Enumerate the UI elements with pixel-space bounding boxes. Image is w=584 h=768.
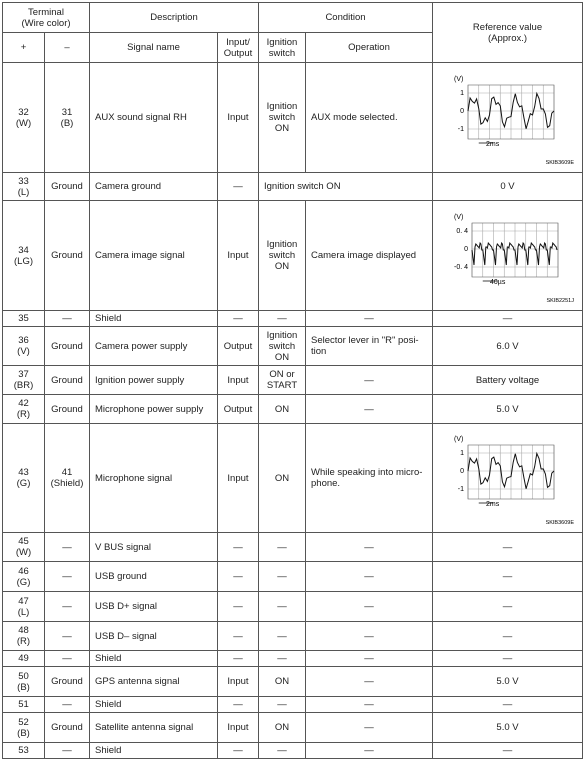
cell-reference: 5.0 V	[433, 395, 583, 424]
cell-minus: Ground	[45, 667, 90, 697]
cell-minus: Ground	[45, 327, 90, 366]
wave-code: SKIB3609E	[545, 520, 574, 526]
wave-code: SKIB3609E	[545, 159, 574, 166]
mic-waveform	[438, 427, 578, 529]
cell-signal: USB ground	[90, 562, 218, 592]
cell-io: —	[218, 743, 259, 759]
wave-tick-high: 1	[459, 89, 464, 97]
cell-io: —	[218, 533, 259, 562]
wave-tick-high: 1	[459, 450, 464, 457]
cell-reference: —	[433, 697, 583, 713]
cell-operation: —	[306, 713, 433, 743]
cell-plus: 46 (G)	[3, 562, 45, 592]
cell-io: —	[218, 562, 259, 592]
cell-io: —	[218, 697, 259, 713]
table-row	[3, 651, 583, 667]
cell-io: —	[218, 622, 259, 651]
table-row	[3, 424, 583, 533]
cell-operation: —	[306, 533, 433, 562]
cell-ignition: —	[259, 743, 306, 759]
cell-signal: USB D+ signal	[90, 592, 218, 622]
table-row	[3, 592, 583, 622]
table-row	[3, 395, 583, 424]
wave-tick-zero: 0	[459, 468, 464, 475]
cell-plus: 33 (L)	[3, 173, 45, 201]
wave-grid	[468, 445, 554, 499]
cell-minus: —	[45, 622, 90, 651]
cell-operation: —	[306, 562, 433, 592]
cell-ignition: ON	[259, 667, 306, 697]
cell-minus: Ground	[45, 173, 90, 201]
wave-tick-zero: 0	[459, 107, 464, 115]
cell-operation: —	[306, 697, 433, 713]
cell-reference: 6.0 V	[433, 327, 583, 366]
table-row	[3, 311, 583, 327]
aux-waveform	[438, 67, 578, 169]
cell-signal: Camera image signal	[90, 201, 218, 311]
cell-reference: 0 V	[433, 173, 583, 201]
table-row	[3, 562, 583, 592]
cell-ignition: ON	[259, 395, 306, 424]
cell-signal: Microphone signal	[90, 424, 218, 533]
wave-tick-low: -0. 4	[453, 263, 468, 271]
cell-signal: Ignition power supply	[90, 366, 218, 395]
table-row	[3, 622, 583, 651]
cell-minus: Ground	[45, 395, 90, 424]
cell-operation: —	[306, 311, 433, 327]
wave-timebase: 2ms	[485, 140, 499, 148]
cell-signal: AUX sound signal RH	[90, 63, 218, 173]
header-input-output: Input/ Output	[218, 33, 259, 63]
cell-signal: Camera power supply	[90, 327, 218, 366]
cell-reference: 5.0 V	[433, 713, 583, 743]
cell-ignition: ON	[259, 424, 306, 533]
cell-plus: 34 (LG)	[3, 201, 45, 311]
cell-reference: Battery voltage	[433, 366, 583, 395]
cell-minus: —	[45, 651, 90, 667]
cell-plus: 35	[3, 311, 45, 327]
table-row	[3, 201, 583, 311]
cell-io: Input	[218, 667, 259, 697]
cell-signal: Satellite antenna signal	[90, 713, 218, 743]
cell-io: Input	[218, 63, 259, 173]
header-plus: +	[3, 33, 45, 63]
wave-tick-zero: 0	[463, 245, 468, 253]
wave-unit: (V)	[453, 75, 463, 83]
cell-minus: Ground	[45, 713, 90, 743]
cell-plus: 53	[3, 743, 45, 759]
cell-operation: —	[306, 395, 433, 424]
cell-io: —	[218, 173, 259, 201]
cell-plus: 45 (W)	[3, 533, 45, 562]
cell-reference-waveform	[433, 63, 583, 173]
cell-reference: —	[433, 562, 583, 592]
cell-reference: 5.0 V	[433, 667, 583, 697]
cell-io: Input	[218, 424, 259, 533]
cell-ignition: —	[259, 651, 306, 667]
cell-operation: —	[306, 622, 433, 651]
cell-ignition: Ignition switch ON	[259, 327, 306, 366]
cell-condition: Ignition switch ON	[259, 173, 433, 201]
cell-operation: —	[306, 667, 433, 697]
cell-minus: —	[45, 311, 90, 327]
cell-signal: Microphone power supply	[90, 395, 218, 424]
cell-reference: —	[433, 533, 583, 562]
cell-io: —	[218, 651, 259, 667]
cell-signal: Shield	[90, 743, 218, 759]
cell-reference: —	[433, 311, 583, 327]
cell-signal: Shield	[90, 651, 218, 667]
cell-minus: —	[45, 562, 90, 592]
wave-timebase: 40µs	[489, 278, 505, 286]
cell-plus: 49	[3, 651, 45, 667]
cell-ignition: —	[259, 562, 306, 592]
cell-signal: Camera ground	[90, 173, 218, 201]
cell-plus: 48 (R)	[3, 622, 45, 651]
cell-io: Input	[218, 366, 259, 395]
terminal-table	[2, 2, 583, 759]
cell-minus: 41 (Shield)	[45, 424, 90, 533]
cell-minus: Ground	[45, 366, 90, 395]
header-condition: Condition	[259, 3, 433, 33]
cell-ignition: ON or START	[259, 366, 306, 395]
cell-operation: AUX mode selected.	[306, 63, 433, 173]
table-row	[3, 63, 583, 173]
header-minus: –	[45, 33, 90, 63]
cell-plus: 42 (R)	[3, 395, 45, 424]
table-row	[3, 697, 583, 713]
cell-plus: 47 (L)	[3, 592, 45, 622]
cell-io: —	[218, 311, 259, 327]
header-description: Description	[90, 3, 259, 33]
cell-plus: 32 (W)	[3, 63, 45, 173]
cell-operation: —	[306, 743, 433, 759]
table-row	[3, 366, 583, 395]
header-ignition-switch: Ignition switch	[259, 33, 306, 63]
cell-plus: 51	[3, 697, 45, 713]
camera-waveform	[438, 205, 578, 307]
cell-io: —	[218, 592, 259, 622]
cell-ignition: Ignition switch ON	[259, 201, 306, 311]
cell-ignition: ON	[259, 713, 306, 743]
cell-signal: Shield	[90, 697, 218, 713]
wave-code: SKIB2251J	[545, 297, 574, 304]
cell-signal: Shield	[90, 311, 218, 327]
cell-reference: —	[433, 592, 583, 622]
cell-signal: USB D– signal	[90, 622, 218, 651]
cell-minus: Ground	[45, 201, 90, 311]
header-operation: Operation	[306, 33, 433, 63]
cell-minus: —	[45, 592, 90, 622]
wave-tick-low: -1	[457, 125, 464, 133]
cell-ignition: —	[259, 533, 306, 562]
wave-timebase: 2ms	[485, 501, 499, 508]
cell-reference: —	[433, 651, 583, 667]
wave-tick-high: 0. 4	[455, 227, 468, 235]
cell-operation: Selector lever in "R" posi- tion	[306, 327, 433, 366]
cell-ignition: Ignition switch ON	[259, 63, 306, 173]
header-terminal: Terminal (Wire color)	[3, 3, 90, 33]
cell-operation: —	[306, 651, 433, 667]
cell-reference-waveform	[433, 424, 583, 533]
wave-unit: (V)	[453, 436, 463, 443]
cell-operation: —	[306, 592, 433, 622]
table-row	[3, 743, 583, 759]
table-row	[3, 327, 583, 366]
cell-minus: 31 (B)	[45, 63, 90, 173]
cell-minus: —	[45, 697, 90, 713]
header-reference: Reference value (Approx.)	[433, 3, 583, 63]
cell-reference: —	[433, 743, 583, 759]
cell-io: Output	[218, 395, 259, 424]
wave-unit: (V)	[453, 213, 463, 221]
wave-trace	[472, 243, 557, 265]
wave-grid	[468, 85, 554, 139]
cell-reference-waveform	[433, 201, 583, 311]
cell-ignition: —	[259, 592, 306, 622]
cell-ignition: —	[259, 622, 306, 651]
cell-plus: 50 (B)	[3, 667, 45, 697]
wave-tick-low: -1	[457, 486, 464, 493]
cell-ignition: —	[259, 311, 306, 327]
table-row	[3, 173, 583, 201]
cell-reference: —	[433, 622, 583, 651]
cell-operation: Camera image displayed	[306, 201, 433, 311]
cell-signal: V BUS signal	[90, 533, 218, 562]
cell-minus: —	[45, 743, 90, 759]
table-row	[3, 667, 583, 697]
cell-io: Input	[218, 713, 259, 743]
cell-operation: While speaking into micro- phone.	[306, 424, 433, 533]
cell-plus: 52 (B)	[3, 713, 45, 743]
cell-minus: —	[45, 533, 90, 562]
cell-ignition: —	[259, 697, 306, 713]
cell-io: Input	[218, 201, 259, 311]
table-row	[3, 713, 583, 743]
cell-plus: 37 (BR)	[3, 366, 45, 395]
header-signal-name: Signal name	[90, 33, 218, 63]
table-row	[3, 533, 583, 562]
cell-operation: —	[306, 366, 433, 395]
cell-plus: 36 (V)	[3, 327, 45, 366]
cell-signal: GPS antenna signal	[90, 667, 218, 697]
cell-plus: 43 (G)	[3, 424, 45, 533]
cell-io: Output	[218, 327, 259, 366]
